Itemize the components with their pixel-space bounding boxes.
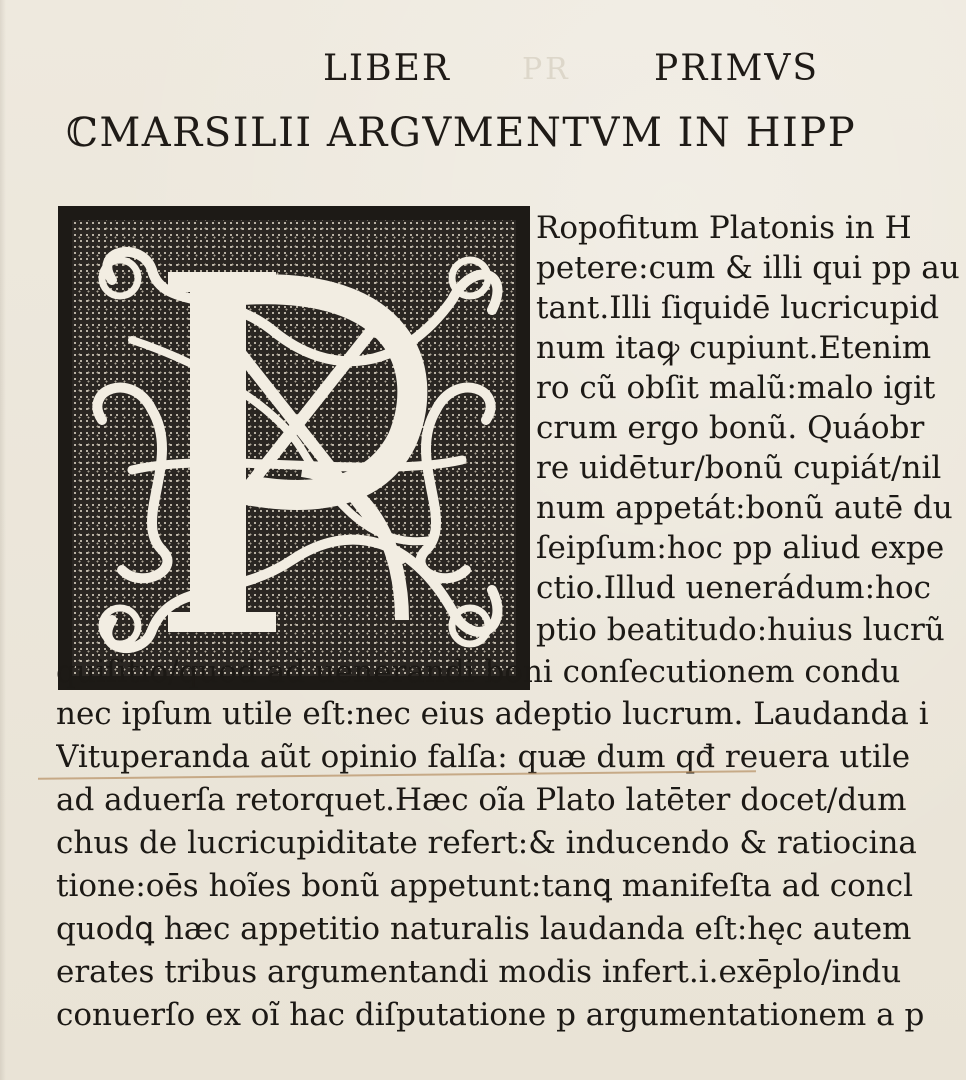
text-line: ptio beatitudo:huius lucrũ: [536, 612, 945, 648]
running-head-right: PRIMVS: [654, 48, 820, 89]
text-line: crum ergo bonũ. Quáobr: [536, 410, 925, 446]
running-head: [0, 48, 966, 92]
argument-title: ℂMARSILII ARGVMENTVM IN HIPP: [66, 110, 857, 156]
running-head-left: LIBER: [323, 48, 451, 89]
ink-underline: [38, 770, 756, 783]
text-line: ro cũ obſit malũ:malo igit: [536, 370, 936, 406]
decorated-initial: [58, 206, 530, 690]
text-line: re uidētur/bonũ cupiát/nil: [536, 450, 942, 486]
text-line: ſeipſum:hoc pp aliud expe: [536, 530, 945, 566]
text-line: Vituperanda aũt opinio falſa: quæ dum qđ reuera utile: [56, 739, 911, 775]
text-line: tione:oēs hoĩes bonũ appetunt:tanꝗ manifeſta ad concl: [56, 868, 914, 904]
text-line: tant.Illi ſiquidē lucricupid: [536, 290, 940, 326]
text-line: ctio.Illud uenerádum:hoc: [536, 570, 932, 606]
text-line: petere:cum & illi qui pp au: [536, 250, 960, 286]
text-line: Ropofitum Platonis in H: [536, 210, 912, 246]
text-line: chus de lucricupiditate refert:& inducendo & ratiocina: [56, 825, 917, 861]
text-line: num itaꝙ cupiunt.Etenim: [536, 330, 932, 366]
show-through-text: PR: [522, 52, 571, 87]
text-line: num appetát:bonũ autē du: [536, 490, 953, 526]
text-line: nec ipſum utile eſt:nec eius adeptio lucrum. Laudanda i: [56, 696, 929, 732]
text-line: quodꝗ hæc appetitio naturalis laudanda eſt:hęc autem: [56, 911, 912, 947]
initial-letter-ornament-icon: [72, 220, 516, 676]
text-line: erates tribus argumentandi modis infert.i.exēplo/indu: [56, 954, 902, 990]
text-line: conuerſo ex oĩ hac diſputatione p argumentationem a p: [56, 997, 925, 1033]
initial-background: [72, 220, 516, 676]
text-line: quiſitio/quod ad uenerandi boni conſecutionem condu: [56, 654, 901, 690]
text-line: ad aduerſa retorquet.Hæc oĩa Plato latēter docet/dum: [56, 782, 907, 818]
page-edge-shadow: [0, 0, 6, 1080]
